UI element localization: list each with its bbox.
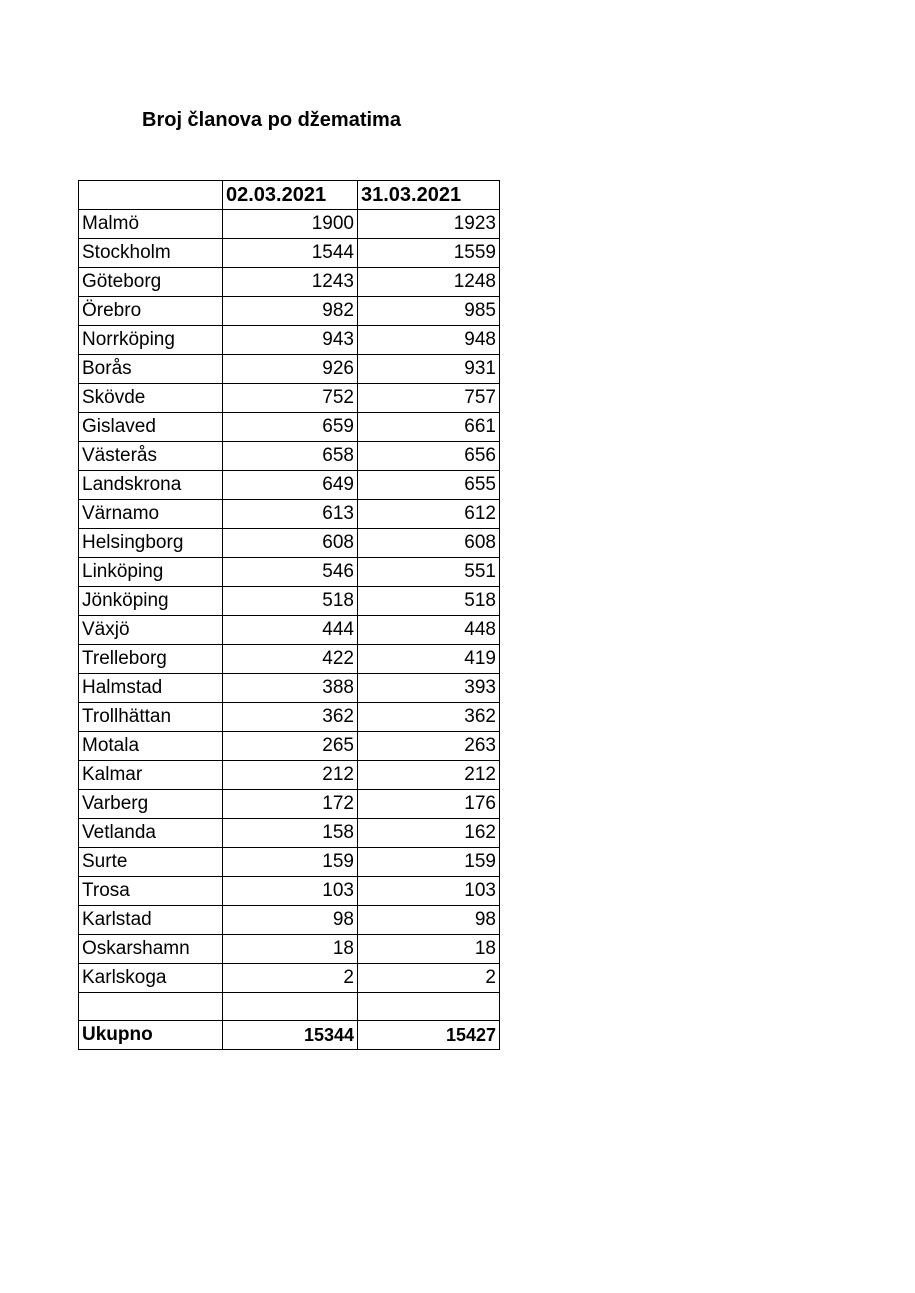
table-body <box>79 181 500 1050</box>
table-row <box>79 703 500 732</box>
table-row <box>79 819 500 848</box>
value-cell-date-2: 931 <box>358 355 500 384</box>
value-cell-date-2: 212 <box>358 761 500 790</box>
value-cell-date-1: 659 <box>223 413 358 442</box>
city-cell: Kalmar <box>79 761 223 790</box>
city-cell: Motala <box>79 732 223 761</box>
value-cell-date-2: 757 <box>358 384 500 413</box>
table-row <box>79 993 500 1021</box>
value-cell-date-1: 1243 <box>223 268 358 297</box>
value-cell-date-1: 518 <box>223 587 358 616</box>
city-cell: Trelleborg <box>79 645 223 674</box>
city-cell: Örebro <box>79 297 223 326</box>
header-cell-date-1: 02.03.2021 <box>223 181 358 210</box>
value-cell-date-2: 551 <box>358 558 500 587</box>
value-cell-date-2: 518 <box>358 587 500 616</box>
city-cell: Halmstad <box>79 674 223 703</box>
value-cell-date-1: 752 <box>223 384 358 413</box>
value-cell-date-2: 1248 <box>358 268 500 297</box>
value-cell-date-2: 162 <box>358 819 500 848</box>
table-row <box>79 935 500 964</box>
table-row <box>79 384 500 413</box>
value-cell-date-1: 362 <box>223 703 358 732</box>
table-row <box>79 964 500 993</box>
membership-table <box>78 180 500 1050</box>
value-cell-date-2: 159 <box>358 848 500 877</box>
value-cell-date-1: 388 <box>223 674 358 703</box>
city-cell: Göteborg <box>79 268 223 297</box>
city-cell: Vetlanda <box>79 819 223 848</box>
city-cell: Malmö <box>79 210 223 239</box>
total-label: Ukupno <box>79 1021 223 1050</box>
value-cell-date-2: 362 <box>358 703 500 732</box>
value-cell-date-1: 103 <box>223 877 358 906</box>
value-cell-date-1: 613 <box>223 500 358 529</box>
value-cell-date-1: 2 <box>223 964 358 993</box>
table-row <box>79 587 500 616</box>
city-cell: Karlstad <box>79 906 223 935</box>
table-row <box>79 210 500 239</box>
total-value-date-2: 15427 <box>358 1021 500 1050</box>
city-cell: Skövde <box>79 384 223 413</box>
value-cell-date-1: 982 <box>223 297 358 326</box>
city-cell: Helsingborg <box>79 529 223 558</box>
value-cell-date-2: 448 <box>358 616 500 645</box>
city-cell: Norrköping <box>79 326 223 355</box>
value-cell-date-2: 18 <box>358 935 500 964</box>
value-cell-date-1: 212 <box>223 761 358 790</box>
value-cell-date-1: 172 <box>223 790 358 819</box>
table-row <box>79 529 500 558</box>
value-cell-date-1: 98 <box>223 906 358 935</box>
value-cell-date-1: 159 <box>223 848 358 877</box>
value-cell-date-1: 926 <box>223 355 358 384</box>
value-cell-date-2: 419 <box>358 645 500 674</box>
table-row <box>79 645 500 674</box>
city-cell: Varberg <box>79 790 223 819</box>
city-cell: Växjö <box>79 616 223 645</box>
table-row <box>79 877 500 906</box>
city-cell: Linköping <box>79 558 223 587</box>
table-row <box>79 616 500 645</box>
table-row <box>79 471 500 500</box>
value-cell-date-2: 2 <box>358 964 500 993</box>
page-title: Broj članova po džematima <box>142 109 401 131</box>
city-cell: Västerås <box>79 442 223 471</box>
city-cell: Gislaved <box>79 413 223 442</box>
value-cell-date-1: 18 <box>223 935 358 964</box>
value-cell-date-1: 1544 <box>223 239 358 268</box>
city-cell <box>79 993 223 1021</box>
table-row <box>79 790 500 819</box>
city-cell: Trosa <box>79 877 223 906</box>
header-cell-city <box>79 181 223 210</box>
city-cell: Borås <box>79 355 223 384</box>
value-cell-date-1: 265 <box>223 732 358 761</box>
value-cell-date-2: 176 <box>358 790 500 819</box>
table-row <box>79 326 500 355</box>
value-cell-date-1: 943 <box>223 326 358 355</box>
table-row <box>79 297 500 326</box>
value-cell-date-2: 655 <box>358 471 500 500</box>
value-cell-date-2: 656 <box>358 442 500 471</box>
city-cell: Landskrona <box>79 471 223 500</box>
value-cell-date-2: 661 <box>358 413 500 442</box>
value-cell-date-1: 444 <box>223 616 358 645</box>
city-cell: Surte <box>79 848 223 877</box>
value-cell-date-1: 649 <box>223 471 358 500</box>
value-cell-date-1: 658 <box>223 442 358 471</box>
value-cell-date-2: 98 <box>358 906 500 935</box>
value-cell-date-1: 546 <box>223 558 358 587</box>
table-row <box>79 500 500 529</box>
value-cell-date-2: 393 <box>358 674 500 703</box>
table-row <box>79 239 500 268</box>
value-cell-date-2: 948 <box>358 326 500 355</box>
city-cell: Karlskoga <box>79 964 223 993</box>
value-cell-date-2: 103 <box>358 877 500 906</box>
city-cell: Värnamo <box>79 500 223 529</box>
city-cell: Trollhättan <box>79 703 223 732</box>
table-row <box>79 268 500 297</box>
city-cell: Jönköping <box>79 587 223 616</box>
total-value-date-1: 15344 <box>223 1021 358 1050</box>
total-row <box>79 1021 500 1050</box>
value-cell-date-2: 612 <box>358 500 500 529</box>
table-row <box>79 761 500 790</box>
value-cell-date-2: 263 <box>358 732 500 761</box>
table-row <box>79 558 500 587</box>
value-cell-date-1: 158 <box>223 819 358 848</box>
value-cell-date-2 <box>358 993 500 1021</box>
table-row <box>79 732 500 761</box>
city-cell: Oskarshamn <box>79 935 223 964</box>
table-row <box>79 413 500 442</box>
header-row <box>79 181 500 210</box>
value-cell-date-2: 985 <box>358 297 500 326</box>
table-row <box>79 906 500 935</box>
value-cell-date-2: 608 <box>358 529 500 558</box>
city-cell: Stockholm <box>79 239 223 268</box>
value-cell-date-2: 1923 <box>358 210 500 239</box>
value-cell-date-1: 1900 <box>223 210 358 239</box>
value-cell-date-1: 422 <box>223 645 358 674</box>
value-cell-date-1 <box>223 993 358 1021</box>
table-row <box>79 355 500 384</box>
table-row <box>79 848 500 877</box>
header-cell-date-2: 31.03.2021 <box>358 181 500 210</box>
table-row <box>79 442 500 471</box>
value-cell-date-2: 1559 <box>358 239 500 268</box>
value-cell-date-1: 608 <box>223 529 358 558</box>
table-row <box>79 674 500 703</box>
